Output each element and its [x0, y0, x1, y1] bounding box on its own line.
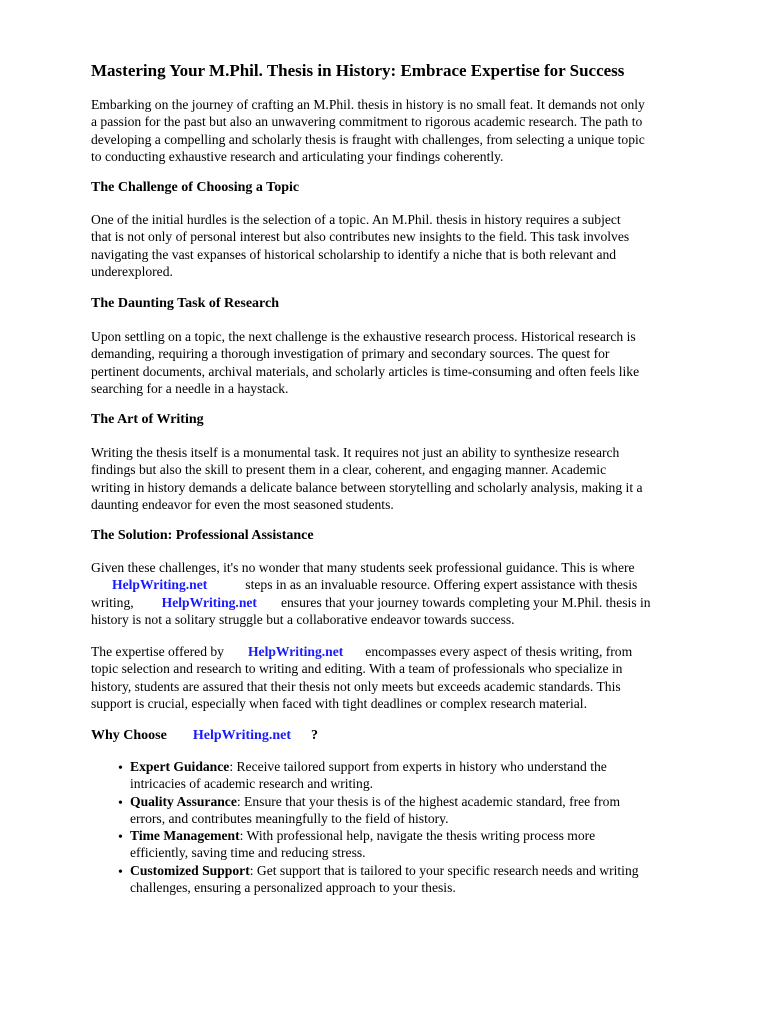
benefit-sep: : [249, 862, 254, 878]
paragraph-line: Given these challenges, it's no wonder that many students seek professional guidance. This is where [91, 560, 635, 575]
benefit-sep: : [229, 759, 234, 774]
why-choose-text: Why Choose [91, 728, 167, 743]
section-paragraph-research [91, 328, 639, 397]
paragraph-text: The expertise offered by [91, 644, 224, 659]
benefit-label: Expert Guidance [130, 759, 230, 774]
intro-line: Embarking on the journey of crafting an M.Phil. thesis in history is no small feat. It demands not only [91, 97, 645, 112]
paragraph-line: underexplored. [91, 263, 173, 279]
helpwriting-link[interactable]: HelpWriting.net [112, 577, 208, 593]
paragraph-line: Writing the thesis itself is a monumental task. It requires not just an ability to synthesize research [91, 445, 620, 460]
helpwriting-link[interactable]: HelpWriting.net [247, 644, 344, 659]
paragraph-line: that is not only of personal interest but also contributes new insights to the field. This task involves [91, 229, 630, 245]
benefits-list [118, 758, 639, 896]
benefit-sep: : [236, 793, 241, 809]
bullet-icon: • [118, 795, 123, 811]
intro-line: to conducting exhaustive research and articulating your findings coherently. [91, 148, 504, 164]
paragraph-text: steps in as an invaluable resource. Offering expert assistance with thesis [245, 577, 638, 593]
paragraph-line: One of the initial hurdles is the selection of a topic. An M.Phil. thesis in history requires a subject [91, 212, 621, 227]
intro-paragraph [91, 96, 645, 165]
paragraph-line: writing in history demands a delicate balance between storytelling and scholarly analysis, making it a [91, 479, 643, 495]
benefit-text: challenges, ensuring a personalized approach to your thesis. [130, 880, 456, 896]
paragraph-line [91, 576, 651, 593]
section-heading-research: The Daunting Task of Research [91, 296, 280, 311]
helpwriting-link[interactable]: HelpWriting.net [161, 594, 257, 610]
benefit-label: Quality Assurance [130, 793, 237, 809]
list-item [118, 758, 639, 793]
benefit-label: Time Management [130, 828, 240, 844]
benefit-label: Customized Support [130, 862, 250, 878]
benefit-text: Get support that is tailored to your specific research needs and writing [253, 862, 639, 878]
paragraph-line [91, 643, 632, 660]
intro-line: a passion for the past but also an unwavering commitment to rigorous academic research. The path to [91, 114, 643, 130]
list-item [118, 827, 639, 862]
paragraph-line: pertinent documents, archival materials, and scholarly articles is time-consuming and often feels like [91, 363, 640, 379]
paragraph-line: daunting endeavor for even the most seasoned students. [91, 496, 394, 512]
solution-paragraph-2 [91, 643, 632, 712]
benefit-text: efficiently, saving time and reducing stress. [130, 845, 366, 861]
benefit-text: errors, and contributes meaningfully to the field of history. [130, 810, 449, 826]
bullet-icon: • [118, 864, 123, 880]
paragraph-line: navigating the vast expanses of historical scholarship to identify a niche that is both relevant and [91, 246, 617, 262]
benefit-text: intricacies of academic research and writing. [130, 776, 374, 792]
paragraph-line: searching for a needle in a haystack. [91, 380, 289, 396]
section-heading-writing: The Art of Writing [91, 412, 204, 427]
list-item [118, 793, 639, 828]
benefit-text: Receive tailored support from experts in history who understand the [233, 759, 607, 774]
paragraph-line: demanding, requiring a thorough investigation of primary and secondary sources. The quest for [91, 346, 610, 362]
paragraph-line: history, students are assured that their thesis not only meets but exceeds academic standards. This [91, 678, 621, 694]
section-paragraph-writing [91, 444, 643, 513]
paragraph-line: support is crucial, especially when faced with tight deadlines or complex research material. [91, 695, 587, 711]
section-heading-topic: The Challenge of Choosing a Topic [91, 180, 300, 195]
section-heading-solution: The Solution: Professional Assistance [91, 528, 314, 543]
why-choose-qmark: ? [311, 728, 318, 743]
bullet-icon: • [118, 830, 123, 846]
paragraph-text: encompasses every aspect of thesis writing, from [365, 644, 633, 659]
paragraph-line: topic selection and research to writing and editing. With a team of professionals who specialize in [91, 661, 623, 677]
benefit-text: With professional help, navigate the thesis writing process more [243, 828, 596, 844]
paragraph-text: writing, [91, 594, 134, 610]
paragraph-line [91, 594, 651, 611]
paragraph-text: ensures that your journey towards completing your M.Phil. thesis in [280, 594, 651, 610]
paragraph-line: findings but also the skill to present them in a clear, coherent, and engaging manner. Academic [91, 462, 607, 478]
intro-line: developing a compelling and scholarly thesis is fraught with challenges, from selecting a unique topic [91, 131, 645, 147]
helpwriting-link[interactable]: HelpWriting.net [192, 728, 291, 743]
solution-paragraph-1 [91, 559, 651, 628]
section-paragraph-topic [91, 211, 629, 280]
page-title: Mastering Your M.Phil. Thesis in History: Embrace Expertise for Success [91, 61, 625, 80]
benefit-sep: : [239, 828, 244, 844]
paragraph-line: Upon settling on a topic, the next challenge is the exhaustive research process. Historical research is [91, 329, 636, 344]
bullet-icon: • [118, 761, 123, 776]
paragraph-line: history is not a solitary struggle but a collaborative endeavor towards success. [91, 611, 515, 627]
benefit-text: Ensure that your thesis is of the highest academic standard, free from [240, 793, 621, 809]
why-choose-heading [91, 727, 318, 745]
list-item [118, 862, 639, 897]
